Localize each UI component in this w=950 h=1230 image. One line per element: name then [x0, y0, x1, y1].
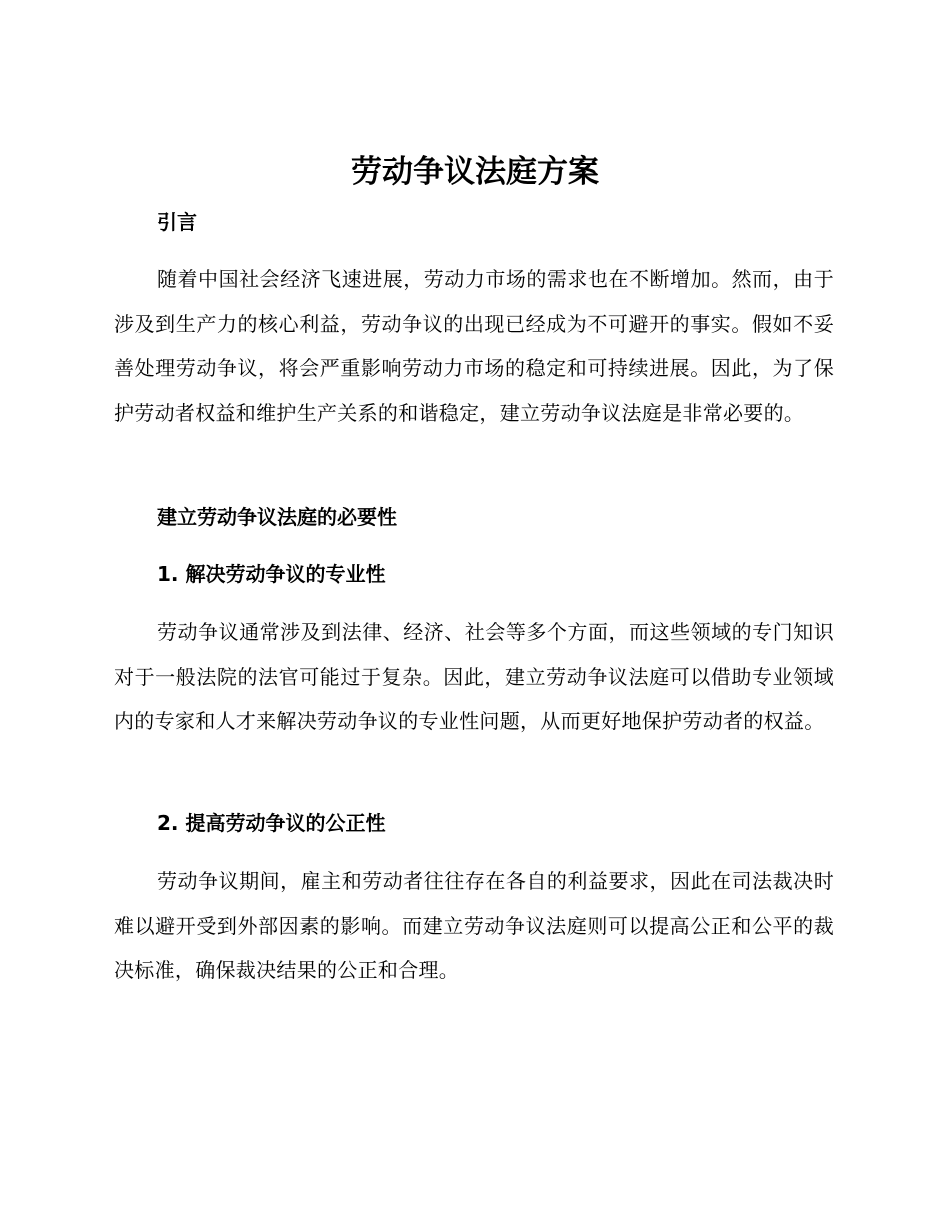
subheading-fairness: 2. 提高劳动争议的公正性 [157, 811, 386, 835]
document-title: 劳动争议法庭方案 [351, 154, 599, 190]
section-heading-necessity: 建立劳动争议法庭的必要性 [157, 505, 397, 529]
subheading-professionalism: 1. 解决劳动争议的专业性 [157, 562, 386, 586]
section-heading-intro: 引言 [157, 210, 197, 234]
paragraph-intro: 随着中国社会经济飞速进展，劳动力市场的需求也在不断增加。然而，由于涉及到生产力的核心利益，劳动争议的出现已经成为不可避开的事实。假如不妥善处理劳动争议，将会严重影响劳动力市场的稳定和可持续进展。因此，为了保护劳动者权益和维护生产关系的和谐稳定，建立劳动争议法庭是非常必要的。 [114, 267, 834, 425]
paragraph-professionalism: 劳动争议通常涉及到法律、经济、社会等多个方面，而这些领域的专门知识对于一般法院的法官可能过于复杂。因此，建立劳动争议法庭可以借助专业领域内的专家和人才来解决劳动争议的专业性问题，从而更好地保护劳动者的权益。 [114, 620, 834, 733]
paragraph-fairness: 劳动争议期间，雇主和劳动者往往存在各自的利益要求，因此在司法裁决时难以避开受到外部因素的影响。而建立劳动争议法庭则可以提高公正和公平的裁决标准，确保裁决结果的公正和合理。 [114, 869, 834, 982]
